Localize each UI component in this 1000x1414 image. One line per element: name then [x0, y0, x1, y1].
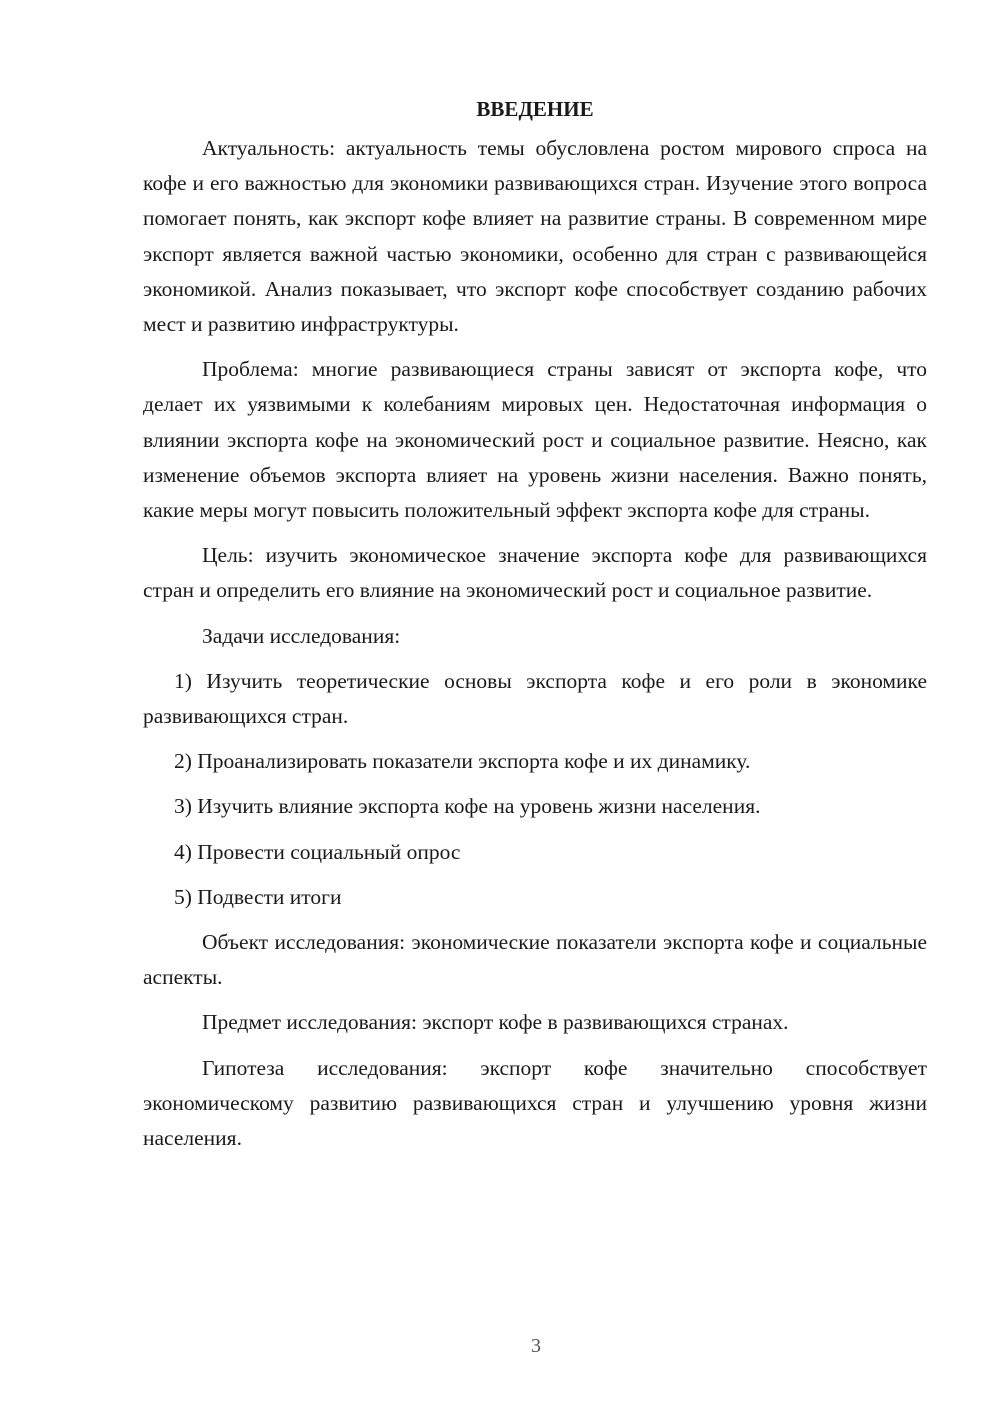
task-item: 4) Провести социальный опрос	[174, 839, 461, 864]
goal-paragraph: Цель: изучить экономическое значение экспорта кофе для развивающихся стран и определить его влияние на экономический рост и социальное развитие.	[143, 543, 927, 603]
tasks-list	[143, 664, 927, 915]
task-item: 3) Изучить влияние экспорта кофе на уровень жизни населения.	[174, 794, 761, 819]
task-item: 2) Проанализировать показатели экспорта кофе и их динамику.	[174, 749, 751, 774]
relevance-paragraph: Актуальность: актуальность темы обусловлена ростом мирового спроса на кофе и его важностью для экономики развивающихся стран. Изучение этого вопроса помогает понять, как экспорт кофе влияет на развитие страны. В современном мире экспорт является важной частью экономики, особенно для стран с развивающейся экономикой. Анализ показывает, что экспорт кофе способствует созданию рабочих мест и развитию инфраструктуры.	[143, 136, 927, 337]
task-item: 5) Подвести итоги	[174, 884, 342, 909]
page-content	[143, 92, 927, 1166]
task-item: 1) Изучить теоретические основы экспорта кофе и его роли в экономике развивающихся стран.	[143, 668, 927, 729]
section-title: ВВЕДЕНИЕ	[476, 97, 594, 121]
tasks-heading: Задачи исследования:	[202, 623, 401, 648]
object-paragraph: Объект исследования: экономические показатели экспорта кофе и социальные аспекты.	[143, 930, 927, 990]
hypothesis-paragraph: Гипотеза исследования: экспорт кофе значительно способствует экономическому развитию развивающихся стран и улучшению уровня жизни населения.	[143, 1055, 927, 1151]
problem-paragraph: Проблема: многие развивающиеся страны зависят от экспорта кофе, что делает их уязвимыми к колебаниям мировых цен. Недостаточная информация о влиянии экспорта кофе на экономический рост и социальное развитие. Неясно, как изменение объемов экспорта влияет на уровень жизни населения. Важно понять, какие меры могут повысить положительный эффект экспорта кофе для страны.	[143, 357, 927, 523]
page-number: 3	[531, 1335, 541, 1357]
subject-paragraph: Предмет исследования: экспорт кофе в развивающихся странах.	[202, 1010, 789, 1035]
